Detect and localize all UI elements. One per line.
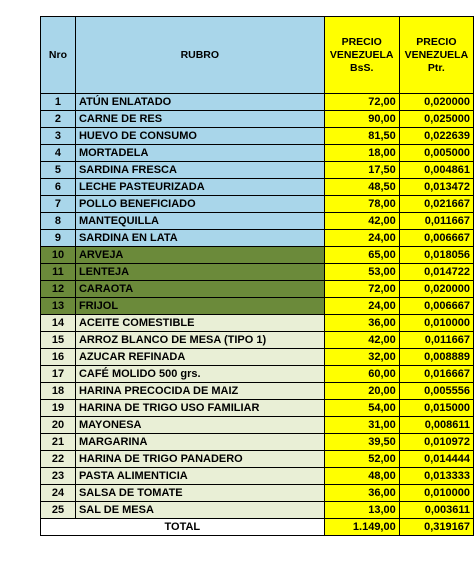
- total-row: [41, 519, 474, 536]
- table-row: [41, 196, 474, 213]
- row-precio-bss: 48,00: [324, 468, 399, 485]
- row-rubro: MAYONESA: [75, 417, 324, 434]
- row-rubro: ARVEJA: [75, 247, 324, 264]
- row-rubro: MORTADELA: [75, 145, 324, 162]
- row-nro: 6: [41, 179, 76, 196]
- row-nro: 23: [41, 468, 76, 485]
- row-precio-ptr: 0,016667: [399, 366, 473, 383]
- row-precio-bss: 17,50: [324, 162, 399, 179]
- row-precio-ptr: 0,010000: [399, 485, 473, 502]
- table-row: [41, 128, 474, 145]
- header-precio-ptr-line2: VENEZUELA: [404, 48, 469, 61]
- row-precio-bss: 42,00: [324, 213, 399, 230]
- row-rubro: HARINA DE TRIGO PANADERO: [75, 451, 324, 468]
- row-precio-ptr: 0,013333: [399, 468, 473, 485]
- total-bss: 1.149,00: [324, 519, 399, 536]
- row-nro: 4: [41, 145, 76, 162]
- table-row: [41, 213, 474, 230]
- row-precio-ptr: 0,014444: [399, 451, 473, 468]
- row-rubro: FRIJOL: [75, 298, 324, 315]
- row-nro: 3: [41, 128, 76, 145]
- table-row: [41, 383, 474, 400]
- table-row: [41, 111, 474, 128]
- header-precio-ptr-line1: PRECIO: [416, 35, 457, 48]
- table-row: [41, 94, 474, 111]
- row-rubro: SAL DE MESA: [75, 502, 324, 519]
- row-precio-ptr: 0,014722: [399, 264, 473, 281]
- row-nro: 16: [41, 349, 76, 366]
- total-label: TOTAL: [41, 519, 325, 536]
- row-precio-ptr: 0,020000: [399, 94, 473, 111]
- row-rubro: CARNE DE RES: [75, 111, 324, 128]
- row-rubro: ACEITE COMESTIBLE: [75, 315, 324, 332]
- row-precio-bss: 78,00: [324, 196, 399, 213]
- row-precio-ptr: 0,013472: [399, 179, 473, 196]
- row-nro: 21: [41, 434, 76, 451]
- row-rubro: LENTEJA: [75, 264, 324, 281]
- header-precio-bss: [324, 17, 399, 94]
- table-footer: [41, 519, 474, 536]
- row-precio-ptr: 0,008611: [399, 417, 473, 434]
- row-precio-ptr: 0,006667: [399, 298, 473, 315]
- row-precio-bss: 52,00: [324, 451, 399, 468]
- table-row: [41, 400, 474, 417]
- row-nro: 24: [41, 485, 76, 502]
- table-row: [41, 502, 474, 519]
- row-rubro: SARDINA EN LATA: [75, 230, 324, 247]
- row-precio-bss: 54,00: [324, 400, 399, 417]
- row-precio-ptr: 0,022639: [399, 128, 473, 145]
- table-row: [41, 264, 474, 281]
- table-row: [41, 468, 474, 485]
- table-row: [41, 349, 474, 366]
- row-precio-bss: 31,00: [324, 417, 399, 434]
- row-nro: 7: [41, 196, 76, 213]
- row-precio-ptr: 0,005556: [399, 383, 473, 400]
- row-rubro: ARROZ BLANCO DE MESA (TIPO 1): [75, 332, 324, 349]
- table-row: [41, 451, 474, 468]
- row-rubro: LECHE PASTEURIZADA: [75, 179, 324, 196]
- price-table: [40, 16, 474, 536]
- row-nro: 9: [41, 230, 76, 247]
- row-nro: 15: [41, 332, 76, 349]
- header-precio-bss-line2: VENEZUELA: [329, 48, 394, 61]
- row-nro: 12: [41, 281, 76, 298]
- row-precio-bss: 48,50: [324, 179, 399, 196]
- row-nro: 25: [41, 502, 76, 519]
- row-nro: 2: [41, 111, 76, 128]
- row-nro: 5: [41, 162, 76, 179]
- row-rubro: CAFÉ MOLIDO 500 grs.: [75, 366, 324, 383]
- row-precio-bss: 72,00: [324, 94, 399, 111]
- header-nro: Nro: [41, 17, 76, 94]
- row-precio-bss: 72,00: [324, 281, 399, 298]
- table-row: [41, 417, 474, 434]
- row-rubro: PASTA ALIMENTICIA: [75, 468, 324, 485]
- row-precio-bss: 24,00: [324, 230, 399, 247]
- row-rubro: HARINA PRECOCIDA DE MAIZ: [75, 383, 324, 400]
- row-precio-bss: 20,00: [324, 383, 399, 400]
- table-row: [41, 434, 474, 451]
- row-precio-ptr: 0,018056: [399, 247, 473, 264]
- row-precio-bss: 32,00: [324, 349, 399, 366]
- row-precio-bss: 39,50: [324, 434, 399, 451]
- row-precio-bss: 60,00: [324, 366, 399, 383]
- header-precio-ptr-line3: Ptr.: [427, 61, 445, 74]
- row-precio-ptr: 0,008889: [399, 349, 473, 366]
- row-nro: 20: [41, 417, 76, 434]
- row-rubro: ATÚN ENLATADO: [75, 94, 324, 111]
- header-precio-ptr: [399, 17, 473, 94]
- row-nro: 19: [41, 400, 76, 417]
- row-precio-bss: 36,00: [324, 485, 399, 502]
- row-precio-bss: 42,00: [324, 332, 399, 349]
- row-rubro: CARAOTA: [75, 281, 324, 298]
- row-precio-ptr: 0,021667: [399, 196, 473, 213]
- table-row: [41, 145, 474, 162]
- table-row: [41, 366, 474, 383]
- row-nro: 1: [41, 94, 76, 111]
- row-precio-bss: 24,00: [324, 298, 399, 315]
- table-row: [41, 247, 474, 264]
- row-rubro: MANTEQUILLA: [75, 213, 324, 230]
- table-row: [41, 281, 474, 298]
- table-row: [41, 485, 474, 502]
- row-precio-ptr: 0,010972: [399, 434, 473, 451]
- table-row: [41, 230, 474, 247]
- header-precio-bss-line1: PRECIO: [341, 35, 382, 48]
- row-nro: 22: [41, 451, 76, 468]
- row-rubro: MARGARINA: [75, 434, 324, 451]
- row-rubro: HUEVO DE CONSUMO: [75, 128, 324, 145]
- row-precio-ptr: 0,005000: [399, 145, 473, 162]
- header-precio-bss-line3: BsS.: [350, 61, 374, 74]
- row-precio-bss: 53,00: [324, 264, 399, 281]
- header-rubro: RUBRO: [75, 17, 324, 94]
- row-precio-bss: 81,50: [324, 128, 399, 145]
- row-nro: 11: [41, 264, 76, 281]
- row-nro: 17: [41, 366, 76, 383]
- row-precio-bss: 18,00: [324, 145, 399, 162]
- row-rubro: POLLO BENEFICIADO: [75, 196, 324, 213]
- header-row: [41, 17, 474, 94]
- row-rubro: HARINA DE TRIGO USO FAMILIAR: [75, 400, 324, 417]
- row-precio-ptr: 0,011667: [399, 332, 473, 349]
- row-precio-bss: 65,00: [324, 247, 399, 264]
- row-precio-ptr: 0,003611: [399, 502, 473, 519]
- row-nro: 13: [41, 298, 76, 315]
- row-rubro: AZUCAR REFINADA: [75, 349, 324, 366]
- table-row: [41, 298, 474, 315]
- row-precio-ptr: 0,010000: [399, 315, 473, 332]
- row-nro: 8: [41, 213, 76, 230]
- table-row: [41, 315, 474, 332]
- row-precio-ptr: 0,011667: [399, 213, 473, 230]
- row-precio-ptr: 0,004861: [399, 162, 473, 179]
- table-row: [41, 332, 474, 349]
- row-precio-bss: 90,00: [324, 111, 399, 128]
- row-precio-ptr: 0,015000: [399, 400, 473, 417]
- row-nro: 14: [41, 315, 76, 332]
- row-precio-ptr: 0,020000: [399, 281, 473, 298]
- row-nro: 18: [41, 383, 76, 400]
- row-precio-ptr: 0,006667: [399, 230, 473, 247]
- table-header: [41, 17, 474, 94]
- row-precio-ptr: 0,025000: [399, 111, 473, 128]
- table-body: [41, 94, 474, 519]
- table-row: [41, 162, 474, 179]
- row-rubro: SALSA DE TOMATE: [75, 485, 324, 502]
- total-ptr: 0,319167: [399, 519, 473, 536]
- table-row: [41, 179, 474, 196]
- row-precio-bss: 13,00: [324, 502, 399, 519]
- row-nro: 10: [41, 247, 76, 264]
- row-precio-bss: 36,00: [324, 315, 399, 332]
- row-rubro: SARDINA FRESCA: [75, 162, 324, 179]
